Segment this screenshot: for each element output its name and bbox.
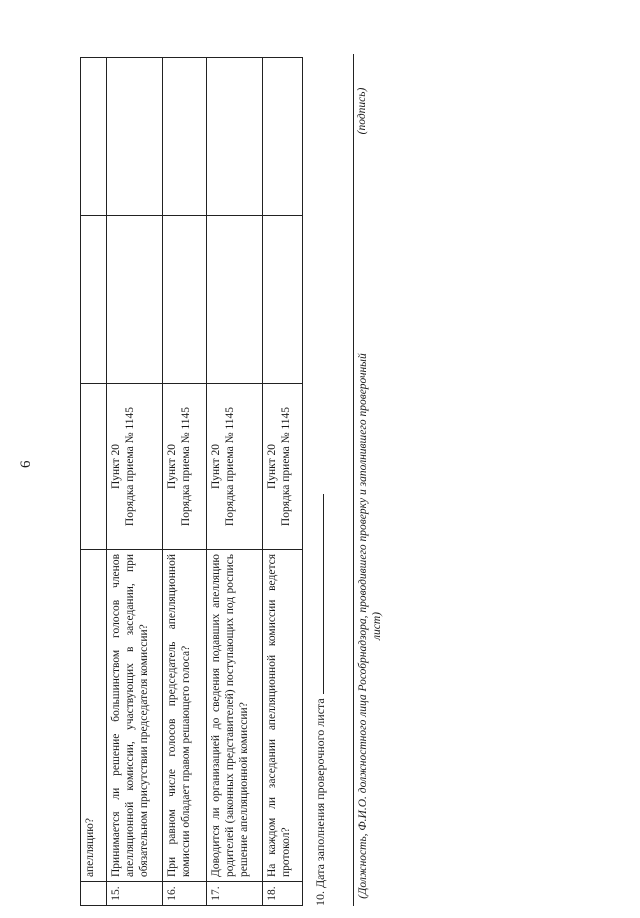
row-basis: [81, 384, 107, 550]
basis-document: Порядка приема № 1145: [280, 406, 292, 527]
table-row: [163, 58, 207, 906]
row-number: [81, 882, 107, 906]
basis-clause: Пункт 20: [266, 443, 278, 490]
row-question: Доводится ли организацией до сведения подавших апелляцию родителей (законных представителей) поступающих под роспись решение апелляционной комиссии?: [207, 550, 263, 882]
table-row: [81, 58, 107, 906]
row-basis: [207, 384, 263, 550]
note-cell[interactable]: [263, 58, 303, 216]
row-question: Принимается ли решение большинством голосов членов апелляционной комиссии, участвующих в заседании, при обязательном присутствии председателя комиссии?: [107, 550, 163, 882]
table-row: [263, 58, 303, 906]
row-question: На каждом ли заседании апелляционной комиссии ведется протокол?: [263, 550, 303, 882]
basis-clause: Пункт 20: [110, 443, 122, 490]
row-question: При равном числе голосов председатель апелляционной комиссии обладает правом решающего голоса?: [163, 550, 207, 882]
basis-clause: Пункт 20: [166, 443, 178, 490]
answer-cell[interactable]: [207, 216, 263, 384]
table-row: [107, 58, 163, 906]
row-basis: [263, 384, 303, 550]
basis-clause: Пункт 20: [210, 443, 222, 490]
fill-date-field[interactable]: [312, 494, 324, 694]
signature-caption: (подпись): [356, 87, 368, 135]
fill-date-line: [312, 494, 328, 906]
answer-cell[interactable]: [263, 216, 303, 384]
answer-cell[interactable]: [107, 216, 163, 384]
note-cell[interactable]: [81, 58, 107, 216]
row-number: 17.: [207, 882, 263, 906]
row-number: 15.: [107, 882, 163, 906]
note-cell[interactable]: [163, 58, 207, 216]
row-number: 18.: [263, 882, 303, 906]
official-caption: (Должность, Ф.И.О. должностного лица Рособрнадзора, проводившего проверку и заполнившего проверочный лист): [357, 353, 383, 899]
fill-date-label: 10. Дата заполнения проверочного листа: [313, 698, 327, 906]
page-number: 6: [18, 460, 34, 468]
row-basis: [163, 384, 207, 550]
note-cell[interactable]: [107, 58, 163, 216]
answer-cell[interactable]: [163, 216, 207, 384]
note-cell[interactable]: [207, 58, 263, 216]
checklist-table: [80, 57, 303, 906]
basis-document: Порядка приема № 1145: [224, 406, 236, 527]
signature-line: [353, 54, 354, 906]
row-question: апелляцию?: [81, 550, 107, 882]
basis-document: Порядка приема № 1145: [180, 406, 192, 527]
table-row: [207, 58, 263, 906]
row-basis: [107, 384, 163, 550]
row-number: 16.: [163, 882, 207, 906]
basis-document: Порядка приема № 1145: [124, 406, 136, 527]
answer-cell[interactable]: [81, 216, 107, 384]
